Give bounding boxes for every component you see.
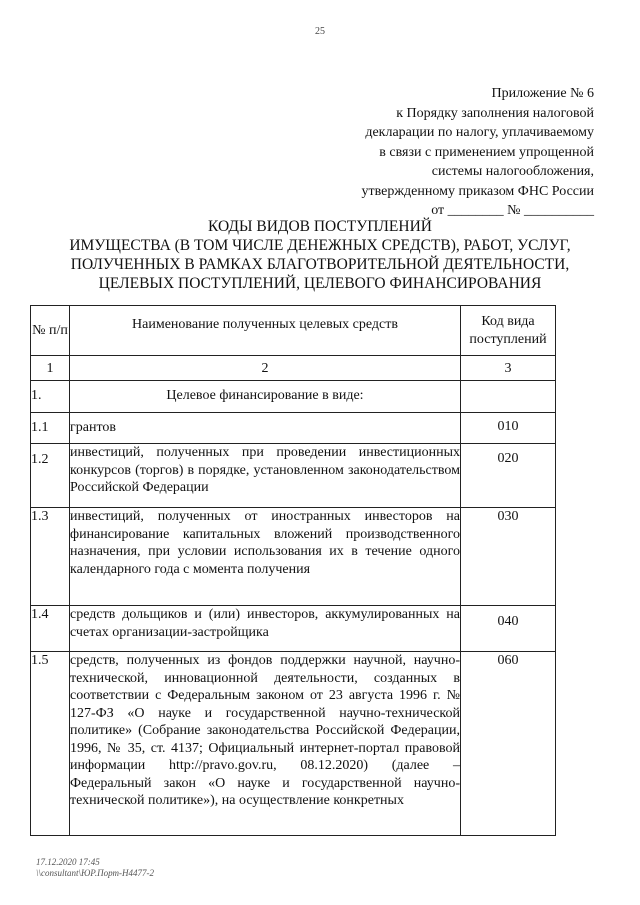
page-number: 25	[315, 26, 325, 37]
row-number: 1.	[31, 381, 70, 413]
row-code: 020	[461, 444, 556, 508]
appendix-header	[264, 84, 594, 221]
row-code: 030	[461, 508, 556, 606]
appendix-line: Приложение № 6	[491, 86, 594, 101]
appendix-line: от ________ № __________	[431, 203, 594, 218]
column-number: 3	[461, 356, 556, 381]
document-title	[40, 217, 600, 293]
table-row	[31, 652, 556, 836]
row-code: 060	[461, 652, 556, 836]
row-code	[461, 381, 556, 413]
row-number: 1.2	[31, 444, 70, 508]
footer-line: \\consultant\ЮР.Порт-Н4477-2	[36, 868, 155, 878]
row-name: инвестиций, полученных от иностранных инвесторов на финансирование капитальных вложений производственного назначения, при условии использования их в течение одного календарного года с момента получения	[70, 508, 461, 606]
footer-line: 17.12.2020 17:45	[36, 857, 100, 867]
codes-table	[30, 305, 556, 836]
header-number: № п/п	[31, 306, 70, 356]
table-header-row	[31, 306, 556, 356]
column-number: 1	[31, 356, 70, 381]
column-number: 2	[70, 356, 461, 381]
row-number: 1.1	[31, 413, 70, 444]
table-row	[31, 444, 556, 508]
appendix-line: в связи с применением упрощенной	[379, 144, 594, 160]
row-code: 010	[461, 413, 556, 444]
table-row	[31, 413, 556, 444]
row-name: грантов	[70, 413, 461, 444]
title-line: ПОЛУЧЕННЫХ В РАМКАХ БЛАГОТВОРИТЕЛЬНОЙ ДЕЯТЕЛЬНОСТИ,	[70, 256, 570, 273]
table-row	[31, 508, 556, 606]
header-name: Наименование полученных целевых средств	[70, 306, 461, 356]
appendix-line: декларации по налогу, уплачиваемому	[365, 125, 594, 140]
table-row	[31, 381, 556, 413]
row-number: 1.3	[31, 508, 70, 606]
title-line: ЦЕЛЕВЫХ ПОСТУПЛЕНИЙ, ЦЕЛЕВОГО ФИНАНСИРОВАНИЯ	[98, 275, 542, 292]
row-number: 1.4	[31, 606, 70, 652]
title-line: КОДЫ ВИДОВ ПОСТУПЛЕНИЙ	[208, 218, 432, 235]
column-number-row	[31, 356, 556, 381]
header-code: Код вида поступлений	[461, 306, 556, 356]
title-line: ИМУЩЕСТВА (В ТОМ ЧИСЛЕ ДЕНЕЖНЫХ СРЕДСТВ), РАБОТ, УСЛУГ,	[69, 237, 571, 254]
row-name: Целевое финансирование в виде:	[70, 381, 461, 413]
footer-stamp	[36, 857, 154, 879]
row-name: средств, полученных из фондов поддержки научной, научно-технической, инновационной деятельности, созданных в соответствии с Федеральным законом от 23 августа 1996 г. № 127-ФЗ «О науке и государственной научно-технической политике» (Собрание законодательства Российской Федерации, 1996, № 35, ст. 4137; Официальный интернет-портал правовой информации http://pravo.gov.ru, 08.12.2020) (далее – Федеральный закон «О науке и государственной научно-технической политике»), на осуществление конкретных	[70, 652, 461, 836]
appendix-line: утвержденному приказом ФНС России	[361, 183, 594, 199]
row-code: 040	[461, 606, 556, 652]
row-number: 1.5	[31, 652, 70, 836]
table-row	[31, 606, 556, 652]
appendix-line: системы налогообложения,	[431, 164, 594, 179]
row-name: инвестиций, полученных при проведении инвестиционных конкурсов (торгов) в порядке, установленном законодательством Российской Федерации	[70, 444, 461, 508]
appendix-line: к Порядку заполнения налоговой	[396, 105, 594, 121]
row-name: средств дольщиков и (или) инвесторов, аккумулированных на счетах организации-застройщика	[70, 606, 461, 652]
